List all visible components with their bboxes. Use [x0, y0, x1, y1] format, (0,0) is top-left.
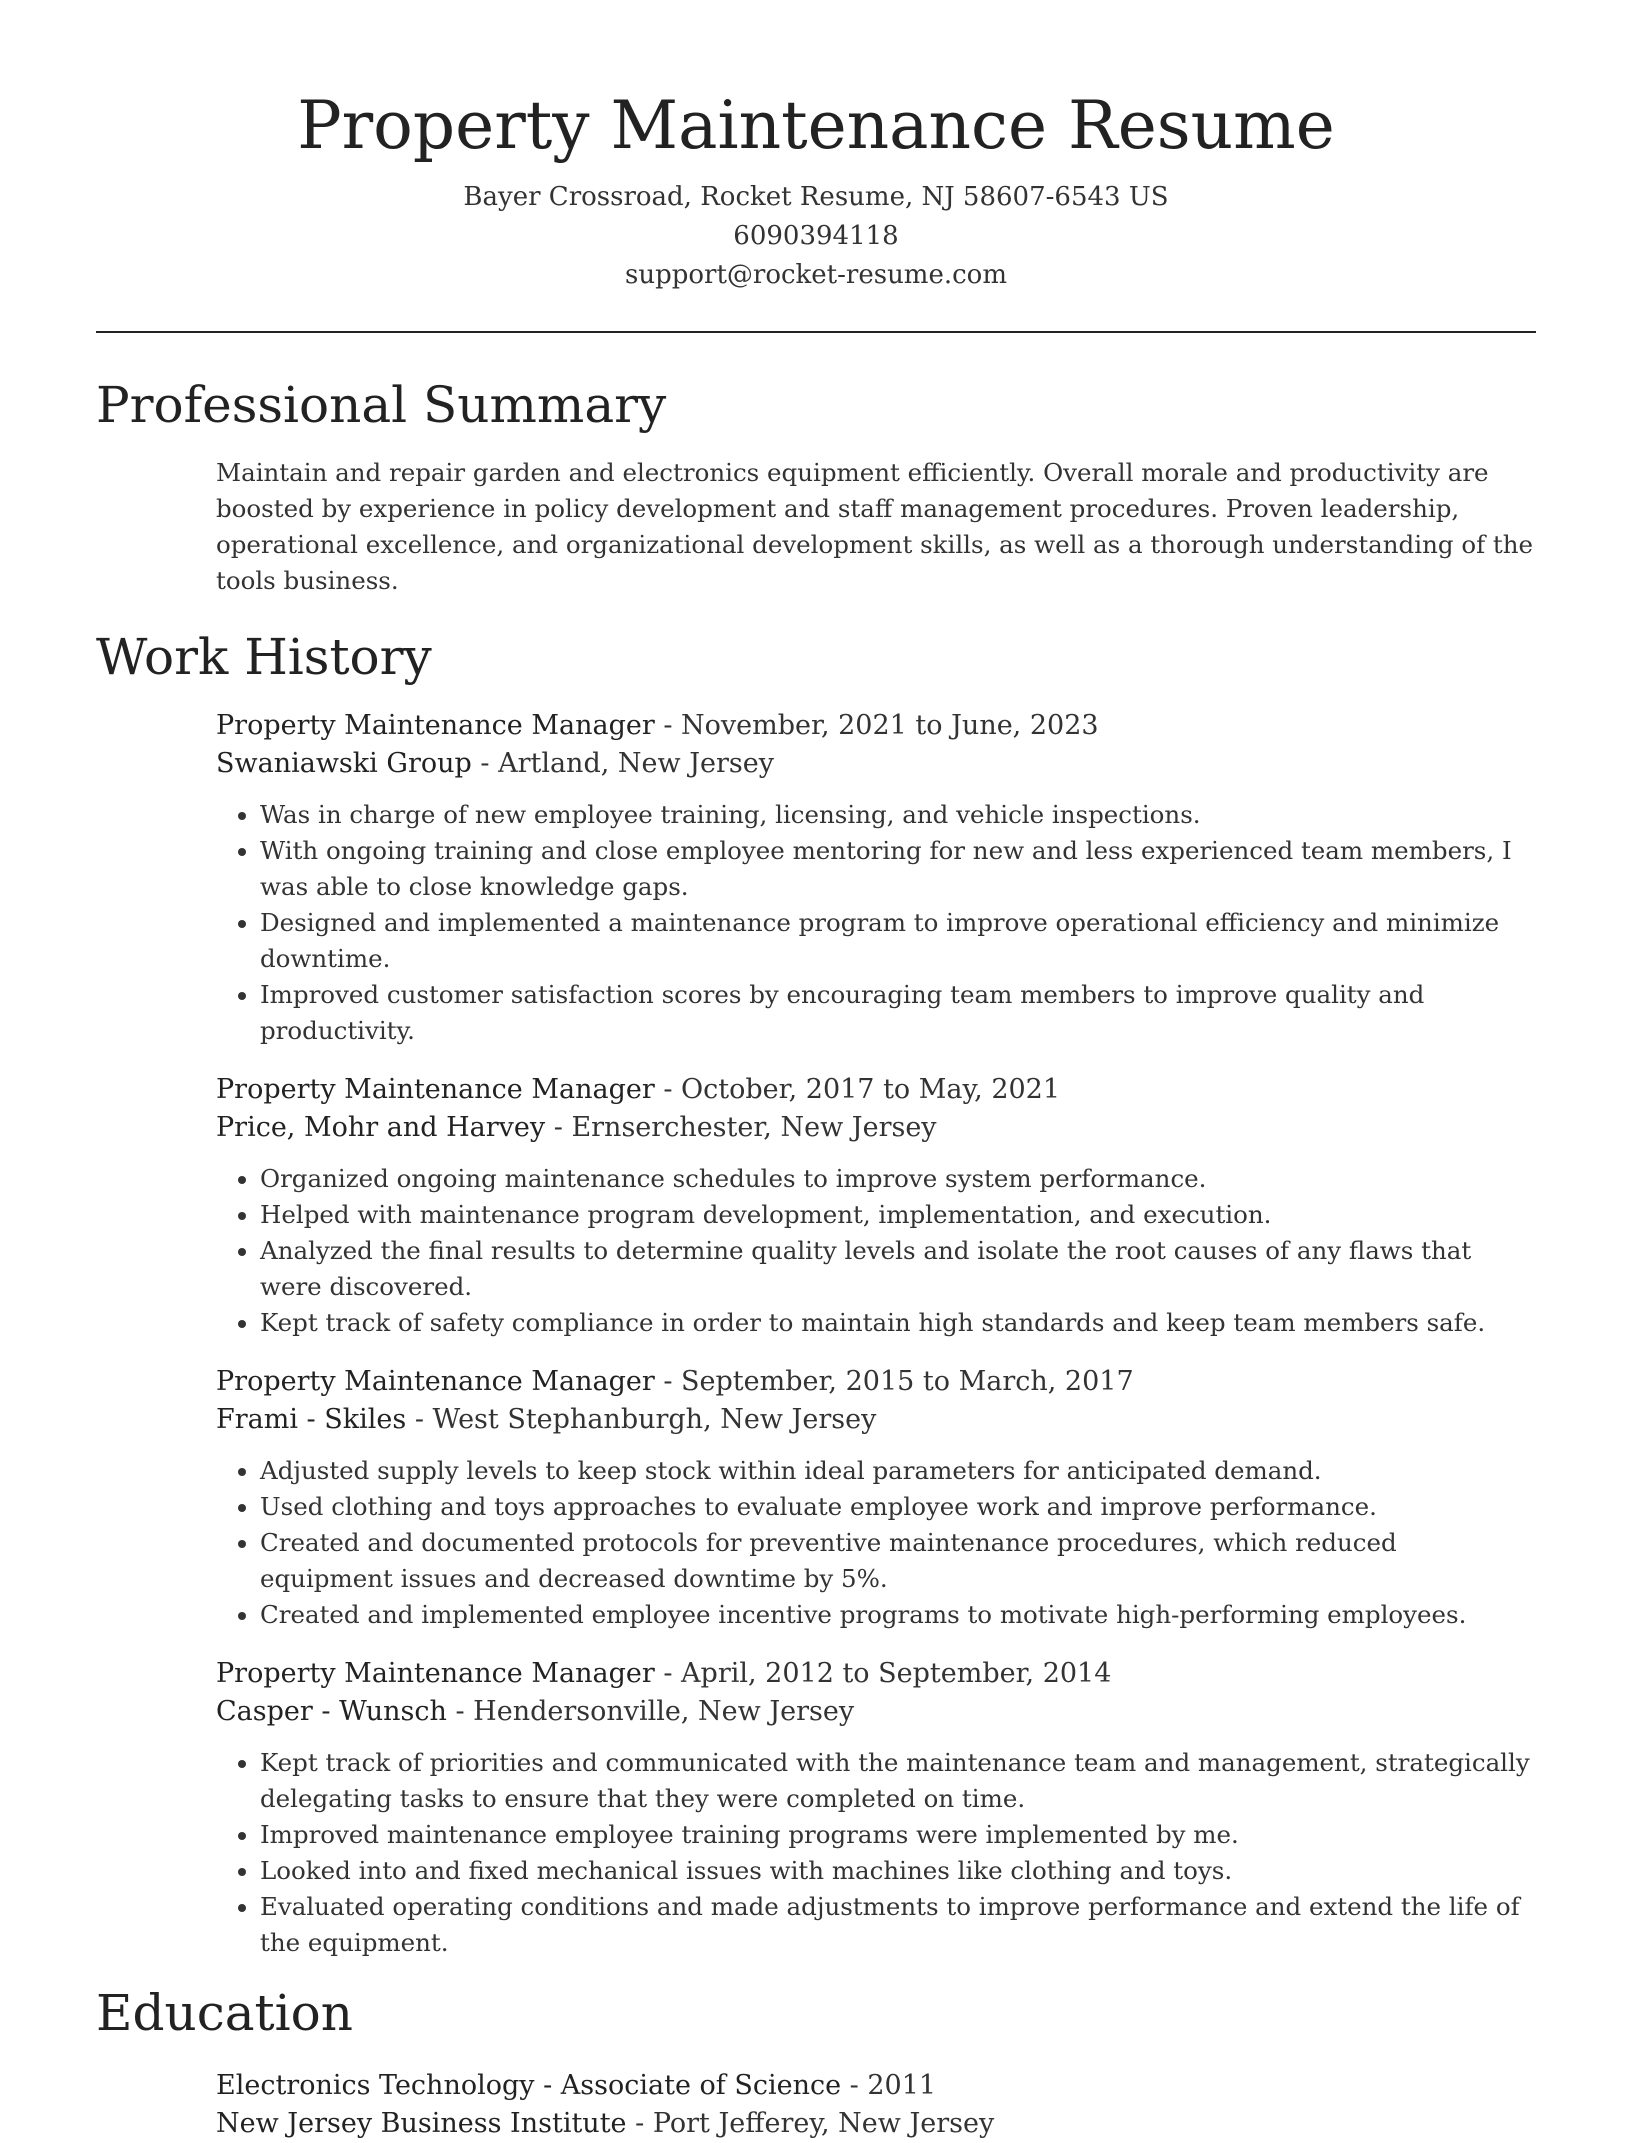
resume-title: Property Maintenance Resume — [297, 87, 1335, 164]
job-dates: - April, 2012 to September, 2014 — [654, 1658, 1112, 1689]
work-history-section — [96, 707, 1536, 1961]
job-dates: - October, 2017 to May, 2021 — [654, 1074, 1061, 1105]
work-history-heading: Work History — [96, 628, 432, 686]
job-role: Property Maintenance Manager — [216, 1074, 655, 1105]
job-bullets — [216, 1453, 1536, 1633]
header-divider — [96, 331, 1536, 333]
job-bullet: • Used clothing and toys approaches to evaluate employee work and improve performance. — [260, 1489, 1536, 1525]
job-entry — [216, 707, 1536, 1049]
job-bullet: • Designed and implemented a maintenance program to improve operational efficiency and minimize downtime. — [260, 905, 1536, 977]
job-bullet: • Improved maintenance employee training programs were implemented by me. — [260, 1817, 1536, 1853]
job-entry — [216, 1363, 1536, 1633]
job-bullet: • Kept track of safety compliance in order to maintain high standards and keep team members safe. — [260, 1305, 1536, 1341]
job-role: Property Maintenance Manager — [216, 1658, 655, 1689]
education-school: New Jersey Business Institute — [216, 2108, 627, 2139]
job-title-line — [216, 1071, 1536, 1109]
job-company: Price, Mohr and Harvey — [216, 1112, 546, 1143]
job-bullets — [216, 1745, 1536, 1961]
job-entry — [216, 1071, 1536, 1341]
job-bullet: • Adjusted supply levels to keep stock within ideal parameters for anticipated demand. — [260, 1453, 1536, 1489]
job-company-line — [216, 1109, 1536, 1147]
job-bullet: • With ongoing training and close employee mentoring for new and less experienced team members, I was able to close knowledge gaps. — [260, 833, 1536, 905]
job-company: Frami - Skiles — [216, 1404, 407, 1435]
summary-text: Maintain and repair garden and electronics equipment efficiently. Overall morale and productivity are boosted by experience in policy development and staff management procedures. Proven leadership, operational excellence, and organizational development skills, as well as a thorough understanding of the tools business. — [216, 458, 1534, 595]
job-company: Casper - Wunsch — [216, 1696, 447, 1727]
education-school-line — [216, 2105, 1536, 2143]
job-dates: - September, 2015 to March, 2017 — [654, 1366, 1134, 1397]
contact-info — [96, 178, 1536, 295]
job-bullet: • Analyzed the final results to determine quality levels and isolate the root causes of any flaws that were discovered. — [260, 1233, 1536, 1305]
job-bullet: • Looked into and fixed mechanical issues with machines like clothing and toys. — [260, 1853, 1536, 1889]
job-bullet: • Created and implemented employee incentive programs to motivate high-performing employees. — [260, 1597, 1536, 1633]
job-entry — [216, 1655, 1536, 1961]
job-company-line — [216, 1693, 1536, 1731]
job-company: Swaniawski Group — [216, 748, 472, 779]
education-degree-line — [216, 2067, 1536, 2105]
phone: 6090394118 — [733, 221, 899, 251]
job-title-line — [216, 1655, 1536, 1693]
job-bullet: • Kept track of priorities and communicated with the maintenance team and management, strategically delegating tasks to ensure that they were completed on time. — [260, 1745, 1536, 1817]
job-title-line — [216, 707, 1536, 745]
education-degree: Electronics Technology - Associate of Science — [216, 2070, 842, 2101]
job-location: - Hendersonville, New Jersey — [446, 1696, 855, 1727]
job-bullet: • Evaluated operating conditions and made adjustments to improve performance and extend the life of the equipment. — [260, 1889, 1536, 1961]
job-bullet: • Organized ongoing maintenance schedules to improve system performance. — [260, 1161, 1536, 1197]
job-dates: - November, 2021 to June, 2023 — [654, 710, 1099, 741]
job-bullets — [216, 797, 1536, 1049]
education-section — [96, 2067, 1536, 2143]
job-bullet: • Was in charge of new employee training, licensing, and vehicle inspections. — [260, 797, 1536, 833]
email: support@rocket-resume.com — [624, 260, 1007, 290]
education-location: - Port Jefferey, New Jersey — [626, 2108, 995, 2139]
job-role: Property Maintenance Manager — [216, 1366, 655, 1397]
job-role: Property Maintenance Manager — [216, 710, 655, 741]
job-company-line — [216, 1401, 1536, 1439]
education-heading: Education — [96, 1984, 353, 2042]
education-entry — [216, 2067, 1536, 2143]
job-bullet: • Created and documented protocols for preventive maintenance procedures, which reduced equipment issues and decreased downtime by 5%. — [260, 1525, 1536, 1597]
job-bullets — [216, 1161, 1536, 1341]
education-year: - 2011 — [841, 2070, 937, 2101]
summary-heading: Professional Summary — [96, 376, 667, 434]
job-location: - Ernserchester, New Jersey — [545, 1112, 937, 1143]
address: Bayer Crossroad, Rocket Resume, NJ 58607-6543 US — [463, 182, 1169, 212]
job-title-line — [216, 1363, 1536, 1401]
job-company-line — [216, 745, 1536, 783]
job-bullet: • Improved customer satisfaction scores by encouraging team members to improve quality and productivity. — [260, 977, 1536, 1049]
job-location: - Artland, New Jersey — [471, 748, 774, 779]
job-location: - West Stephanburgh, New Jersey — [406, 1404, 877, 1435]
job-bullet: • Helped with maintenance program development, implementation, and execution. — [260, 1197, 1536, 1233]
summary-section — [96, 455, 1536, 599]
resume-header — [96, 0, 1536, 295]
